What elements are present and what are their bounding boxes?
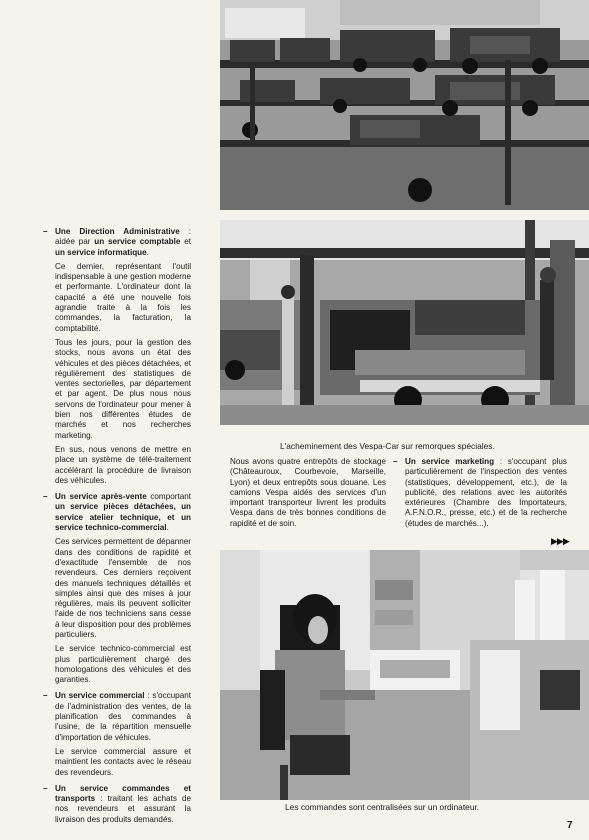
paragraph-contacts-revendeurs: Le service commercial assure et maintient les contacts avec le réseau des revendeurs.: [55, 746, 191, 777]
heading-service-apres-vente: Un service après-vente: [55, 492, 147, 502]
heading-rest: : traitant les achats de nos revendeurs et assurant la livraison des produits demandés.: [55, 794, 191, 824]
paragraph-depannage: Ces services permettent de dépanner dans des conditions de rapidité et d'exactitude l'ensemble de nos revendeurs. Ces derniers reçoivent des manuels techniques détaillés et simples ainsi que des mises à jour régulières, mais ils peuvent solliciter l'aide de nos techniciens sans cesse à leur disposition pour des problèmes particuliers.: [55, 537, 191, 639]
section-heading: [55, 227, 191, 258]
paragraph-tele-traitement: En sus, nous venons de mettre en place un système de télé-traitement accélérant la procédure de livraison des véhicules.: [55, 444, 191, 485]
heading-service-informatique: un service informatique: [55, 247, 147, 257]
heading-rest: : s'occupant de l'administration des ventes, de la planification des commandes à l'usine, de la répartition mensuelle d'importation de véhicules.: [55, 691, 191, 742]
left-column: [43, 227, 192, 831]
dash-marker: –: [43, 691, 48, 701]
section-service-marketing: [393, 457, 567, 529]
dash-marker: –: [43, 227, 48, 236]
section-service-commercial: [43, 691, 191, 777]
section-service-apres-vente: [43, 492, 191, 685]
right-column: [393, 457, 567, 535]
section-service-commandes-transports: [43, 783, 191, 825]
heading-services-pieces-atelier: un service pièces détachées, un service atelier technique, et un service technico-commercial: [55, 502, 191, 533]
middle-column: [230, 457, 386, 533]
dash-marker: –: [43, 492, 48, 502]
section-direction-administrative: [43, 227, 192, 486]
paragraph-gestion-stocks: Tous les jours, pour la gestion des stocks, nous avons un état des véhicules et des pièces détachées, et régulièrement des statistiques de ventes sectorielles, par département et par agent. De plus nous nous servons de l'ordinateur pour mener à bien nos différentes études de marchés et nos recherches marketing.: [55, 337, 191, 440]
photo-computer-operator-graphic: [220, 550, 589, 800]
heading-service-commandes-transports: Un service commandes et transports: [55, 783, 191, 804]
paragraph-ordinateur: Ce dernier, représentant l'outil indispensable à une gestion moderne et performante. L'ordinateur dont la capacité a été une nouvelle fois agrandie traite à la fois les commandes, la facturation, la comptabilité.: [55, 261, 191, 333]
heading-rest: : aidée par: [55, 227, 192, 247]
heading-rest-2: et: [180, 237, 191, 247]
paragraph-technico-commercial: Le service technico-commercial est plus particulièrement chargé des homologations des véhicules et des garanties.: [55, 644, 191, 685]
dash-marker: –: [393, 457, 398, 466]
heading-rest: : s'occupant plus particulièrement de l'inspection des ventes (statistiques, développement, etc.), de la publicité, des relations avec les autorités extérieures (Chambre des Importateurs, A.F.N.O.R., presse, etc.) et de la recherche (études de marchés...).: [405, 457, 567, 528]
section-heading: [55, 784, 191, 825]
paragraph-entrepots: Nous avons quatre entrepôts de stockage (Châteauroux, Courbevoie, Marseille, Lyon) et deux entrepôts sous douane. Les camions Vespa aidés des services d'un important transporteur livrent les produits Vespa dans de très bonnes conditions de rapidité et de soin.: [230, 457, 386, 528]
section-heading: [55, 691, 191, 742]
heading-direction-administrative: Une Direction Administrative: [55, 227, 180, 236]
section-heading: [405, 457, 567, 529]
photo-computer-operator: [220, 550, 589, 800]
photo-vespa-car-trailer-graphic: [220, 220, 589, 425]
photo-car-transporter-graphic: [220, 0, 589, 210]
heading-service-comptable: un service comptable: [94, 237, 181, 247]
heading-rest-3: .: [146, 247, 149, 257]
heading-service-marketing: Un service marketing: [405, 457, 495, 466]
continue-arrows-icon: ▶▶▶: [551, 536, 569, 546]
photo-car-transporter: [220, 0, 589, 210]
caption-computer-operator: Les commandes sont centralisées sur un ordinateur.: [285, 802, 480, 812]
heading-rest-2: .: [166, 523, 169, 533]
dash-marker: –: [43, 783, 48, 793]
heading-rest: comportant: [146, 492, 191, 502]
section-heading: [55, 492, 191, 533]
photo-vespa-car-trailer: [220, 220, 589, 425]
page-number: 7: [567, 820, 573, 831]
caption-vespa-car-trailer: L'acheminement des Vespa-Car sur remorques spéciales.: [280, 441, 495, 451]
heading-service-commercial: Un service commercial: [55, 691, 145, 701]
